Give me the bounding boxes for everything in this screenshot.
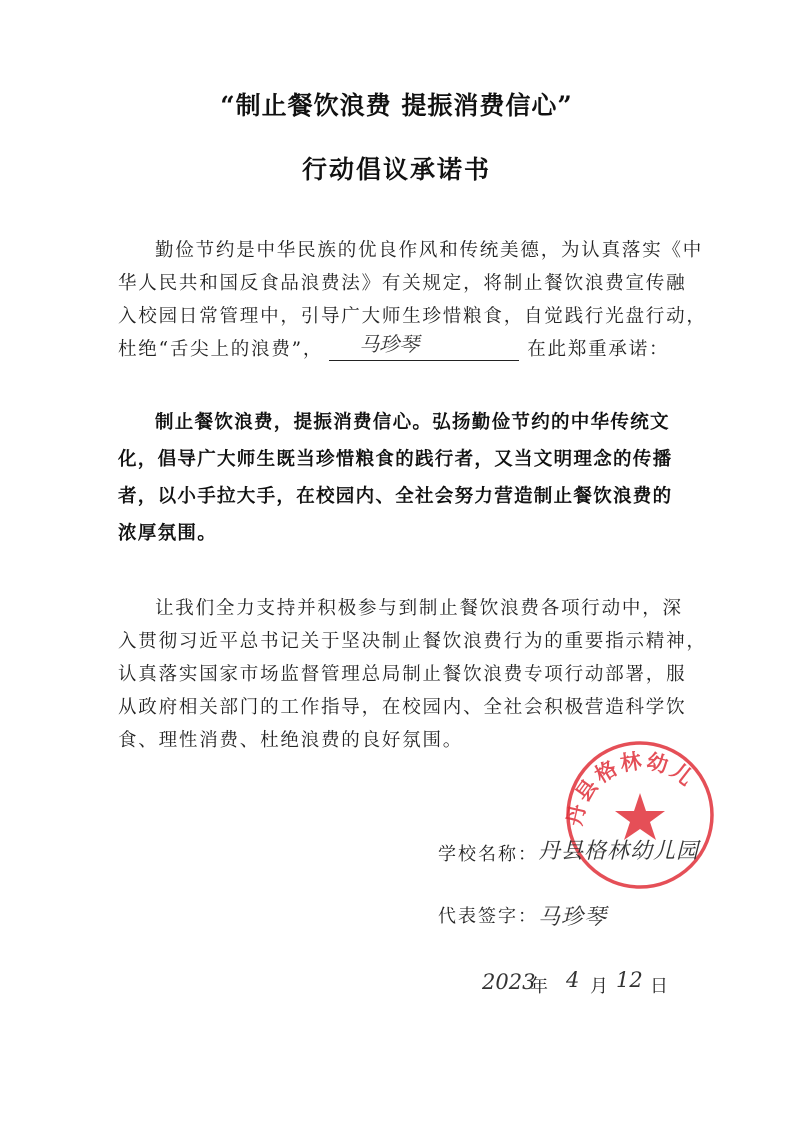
date-day-label: 日 [650, 976, 668, 997]
paragraph-line: 让我们全力支持并积极参与到制止餐饮浪费各项行动中，深 [155, 598, 683, 619]
date-month-label: 月 [590, 976, 608, 997]
paragraph-line: 制止餐饮浪费，提振消费信心。弘扬勤俭节约的中华传统文 [155, 412, 670, 433]
paragraph-intro [118, 234, 707, 366]
paragraph-line: 者，以小手拉大手，在校园内、全社会努力营造制止餐饮浪费的 [118, 486, 673, 507]
representative-signature-label: 代表签字： [438, 906, 538, 927]
handwritten-name: 马珍琴 [359, 332, 420, 356]
date-day-handwritten: 12 [616, 968, 643, 992]
date-year-label: 年 [530, 976, 548, 997]
paragraph-line: 食、理性消费、杜绝浪费的良好氛围。 [118, 730, 464, 751]
paragraph-line-with-blank [118, 333, 684, 366]
paragraph-action [118, 592, 707, 757]
representative-signature: 马珍琴 [538, 905, 608, 930]
school-name-handwritten: 丹县格林幼儿园 [538, 839, 700, 864]
paragraph-line: 华人民共和国反食品浪费法》有关规定，将制止餐饮浪费宣传融 [118, 273, 687, 294]
official-seal-stamp [560, 735, 720, 895]
date-month-handwritten: 4 [566, 968, 580, 992]
paragraph-text: 在此郑重承诺： [527, 339, 670, 360]
paragraph-line: 浓厚氛围。 [118, 523, 218, 544]
name-blank-field [329, 332, 519, 361]
paragraph-line: 勤俭节约是中华民族的优良作风和传统美德，为认真落实《中 [155, 240, 704, 261]
paragraph-text: 杜绝“舌尖上的浪费”， [118, 339, 324, 360]
paragraph-line: 入校园日常管理中，引导广大师生珍惜粮食，自觉践行光盘行动， [118, 306, 707, 327]
paragraph-line: 化，倡导广大师生既当珍惜粮食的践行者，又当文明理念的传播 [118, 449, 673, 470]
school-name-label: 学校名称： [438, 844, 538, 865]
document-title-line1: “制止餐饮浪费 提振消费信心” [220, 91, 573, 120]
seal-text: 丹县格林幼儿 [562, 748, 700, 828]
paragraph-line: 入贯彻习近平总书记关于坚决制止餐饮浪费行为的重要指示精神， [118, 631, 707, 652]
date-year-handwritten: 2023 [482, 970, 536, 994]
document-title-line2: 行动倡议承诺书 [301, 155, 491, 184]
paragraph-line: 从政府相关部门的工作指导，在校园内、全社会积极营造科学饮 [118, 697, 687, 718]
paragraph-commitment [118, 404, 684, 552]
paragraph-line: 认真落实国家市场监督管理总局制止餐饮浪费专项行动部署，服 [118, 664, 687, 685]
